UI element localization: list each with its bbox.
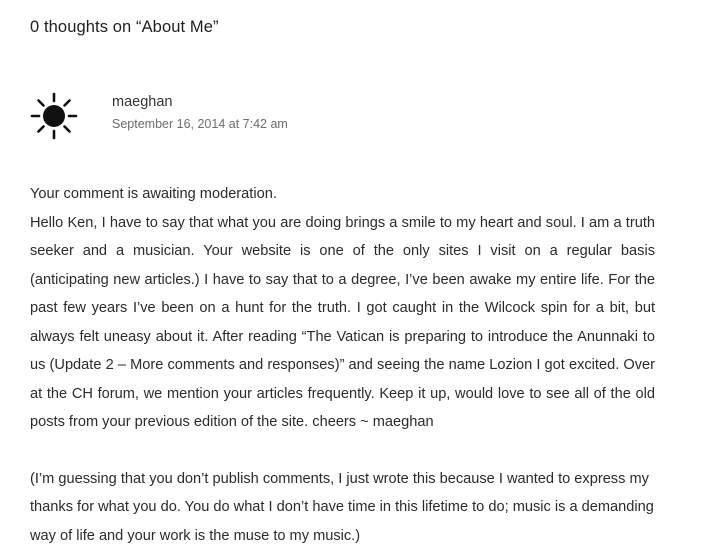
avatar	[30, 92, 78, 140]
comment-body	[30, 180, 655, 550]
comment-author[interactable]: maeghan	[112, 92, 288, 112]
sun-icon	[30, 92, 78, 140]
comment-meta	[112, 92, 288, 134]
moderation-notice: Your comment is awaiting moderation.	[30, 180, 655, 209]
comment-paragraph: Hello Ken, I have to say that what you are doing brings a smile to my heart and soul. I am a truth seeker and a musician. Your website is one of the only sites I visit on a regular basis (anticipating new articles.) I have to say that to a degree, I’ve been awake my entire life. For the past few years I’ve been on a hunt for the truth. I got caught in the Wilcock spin for a bit, but always felt uneasy about it. After reading “The Vatican is preparing to introduce the Anunnaki to us (Update 2 – More comments and responses)” and seeing the name Lozion I got excited. Over at the CH forum, we mention your articles frequently. Keep it up, would love to see all of the old posts from your previous edition of the site. cheers ~ maeghan	[30, 209, 655, 437]
comment-timestamp[interactable]: September 16, 2014 at 7:42 am	[112, 114, 288, 134]
page-title: 0 thoughts on “About Me”	[30, 18, 219, 37]
comment-paragraph: (I’m guessing that you don’t publish comments, I just wrote this because I wanted to express my thanks for what you do. You do what I don’t have time in this lifetime to do; music is a demanding way of life and your work is the muse to my music.)	[30, 465, 655, 550]
